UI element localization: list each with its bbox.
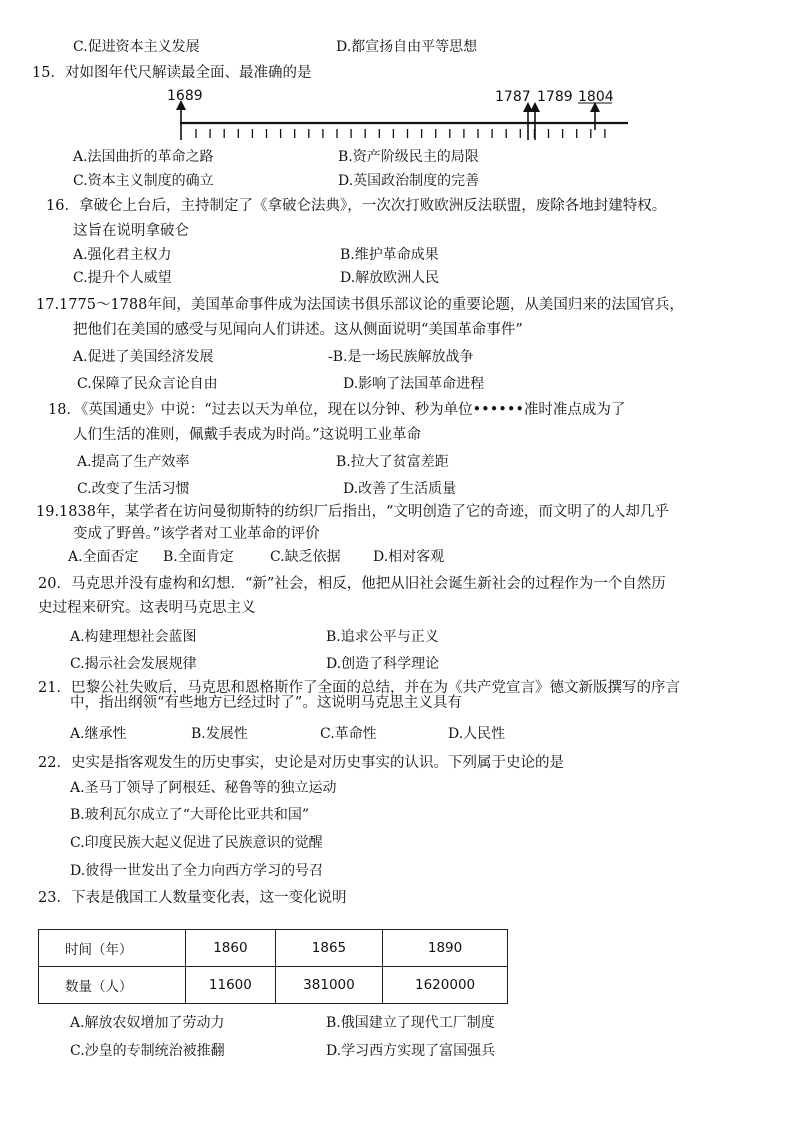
- timeline-arrow-1789: [530, 102, 540, 140]
- q22-option-a: A.圣马丁领导了阿根廷、秘鲁等的独立运动: [70, 780, 337, 796]
- q17-option-b: -B.是一场民族解放战争: [328, 349, 474, 365]
- q14-option-d: D.都宣扬自由平等思想: [336, 39, 478, 55]
- table-row-header: 数量（人）: [39, 967, 186, 1004]
- q16-stem-line2: 这旨在说明拿破仑: [73, 223, 189, 239]
- timeline-label-1689: 1689: [167, 88, 203, 104]
- q16-option-a: A.强化君主权力: [73, 247, 172, 263]
- q21-option-b: B.发展性: [191, 726, 248, 742]
- q17-option-a: A.促进了美国经济发展: [73, 349, 214, 365]
- timeline-arrow-1804: [590, 102, 600, 130]
- worker-count-table: [38, 929, 508, 1004]
- q22-option-d: D.彼得一世发出了全力向西方学习的号召: [70, 863, 324, 879]
- q15-option-a: A.法国曲折的革命之路: [73, 149, 214, 165]
- table-cell: 1890: [383, 930, 508, 967]
- table-cell: 11600: [186, 967, 276, 1004]
- q19-option-b: B.全面肯定: [163, 549, 234, 565]
- q21-option-d: D.人民性: [448, 726, 506, 742]
- q22-option-c: C.印度民族大起义促进了民族意识的觉醒: [70, 835, 323, 851]
- table-row: [39, 930, 508, 967]
- table-cell: 381000: [275, 967, 382, 1004]
- q20-stem-line2: 史过程来研究。这表明马克思主义: [38, 600, 256, 616]
- q17-stem-line2: 把他们在美国的感受与见闻向人们讲述。这从侧面说明“美国革命事件”: [73, 322, 523, 338]
- timeline-ticks: [196, 129, 605, 138]
- q16-option-c: C.提升个人威望: [73, 270, 172, 286]
- q16-option-d: D.解放欧洲人民: [340, 270, 440, 286]
- q17-option-c: C.保障了民众言论自由: [77, 376, 218, 392]
- q15-option-c: C.资本主义制度的确立: [73, 173, 214, 189]
- q18-stem-line2: 人们生活的准则，佩戴手表成为时尚。”这说明工业革命: [73, 427, 422, 443]
- q23-stem: 23．下表是俄国工人数量变化表，这一变化说明: [38, 890, 347, 906]
- table-cell: 1865: [275, 930, 382, 967]
- q22-option-b: B.玻利瓦尔成立了“大哥伦比亚共和国”: [70, 807, 310, 823]
- q18-option-d: D.改善了生活质量: [343, 481, 457, 497]
- q18-option-c: C.改变了生活习惯: [77, 481, 190, 497]
- q23-option-d: D.学习西方实现了富国强兵: [326, 1043, 496, 1059]
- q22-stem: 22．史实是指客观发生的历史事实，史论是对历史事实的认识。下列属于史论的是: [38, 755, 564, 771]
- q21-option-a: A.继承性: [70, 726, 127, 742]
- q20-option-b: B.追求公平与正义: [326, 629, 439, 645]
- timeline-arrow-1787: [523, 102, 533, 140]
- q19-stem-line1: 19.1838年，某学者在访问曼彻斯特的纺织厂后指出，“文明创造了它的奇迹，而文明了的人却几乎: [36, 504, 669, 520]
- q19-option-d: D.相对客观: [373, 549, 445, 565]
- q19-option-c: C.缺乏依据: [270, 549, 341, 565]
- q23-option-b: B.俄国建立了现代工厂制度: [326, 1015, 495, 1031]
- q16-stem-line1: 16．拿破仑上台后，主持制定了《拿破仑法典》，一次次打败欧洲反法联盟，废除各地封建特权。: [46, 198, 667, 214]
- q17-stem-line1: 17.1775～1788年间，美国革命事件成为法国读书俱乐部议论的重要论题，从美国归来的法国官兵，: [36, 297, 684, 313]
- table-cell: 1620000: [383, 967, 508, 1004]
- timeline-label-1789: 1789: [537, 89, 573, 105]
- q20-stem-line1: 20．马克思并没有虚构和幻想．“新”社会，相反，他把从旧社会诞生新社会的过程作为一个自然历: [38, 576, 666, 592]
- timeline-label-1804: 1804: [578, 89, 614, 105]
- q18-option-a: A.提高了生产效率: [77, 454, 190, 470]
- q21-stem-line1: 21．巴黎公社失败后，马克思和恩格斯作了全面的总结，并在为《共产党宣言》德文新版撰写的序言: [38, 680, 680, 696]
- q21-stem-line2: 中，指出纲领“有些地方已经过时了”。这说明马克思主义具有: [70, 695, 462, 711]
- q23-option-a: A.解放农奴增加了劳动力: [70, 1015, 225, 1031]
- table-row-header: 时间（年）: [39, 930, 186, 967]
- q16-option-b: B.维护革命成果: [340, 247, 439, 263]
- q17-option-d: D.影响了法国革命进程: [343, 376, 485, 392]
- q18-stem-line1: 18．《英国通史》中说：“过去以天为单位，现在以分钟、秒为单位••••••准时准点成为了: [48, 402, 626, 418]
- q15-stem: 15．对如图年代尺解读最全面、最准确的是: [32, 65, 312, 81]
- q18-option-b: B.拉大了贫富差距: [336, 454, 449, 470]
- q23-option-c: C.沙皇的专制统治被推翻: [70, 1043, 225, 1059]
- q20-option-a: A.构建理想社会蓝图: [70, 629, 197, 645]
- timeline-arrow-1689: [176, 100, 186, 140]
- q15-option-d: D.英国政治制度的完善: [338, 173, 480, 189]
- q20-option-c: C.揭示社会发展规律: [70, 656, 197, 672]
- q20-option-d: D.创造了科学理论: [326, 656, 440, 672]
- table-row: [39, 967, 508, 1004]
- q15-option-b: B.资产阶级民主的局限: [338, 149, 479, 165]
- timeline-ruler: [0, 0, 794, 160]
- q21-option-c: C.革命性: [320, 726, 377, 742]
- q14-option-c: C.促进资本主义发展: [73, 39, 200, 55]
- q19-stem-line2: 变成了野兽。”该学者对工业革命的评价: [73, 526, 320, 542]
- table-cell: 1860: [186, 930, 276, 967]
- q19-option-a: A.全面否定: [68, 549, 139, 565]
- timeline-label-1787: 1787: [495, 89, 531, 105]
